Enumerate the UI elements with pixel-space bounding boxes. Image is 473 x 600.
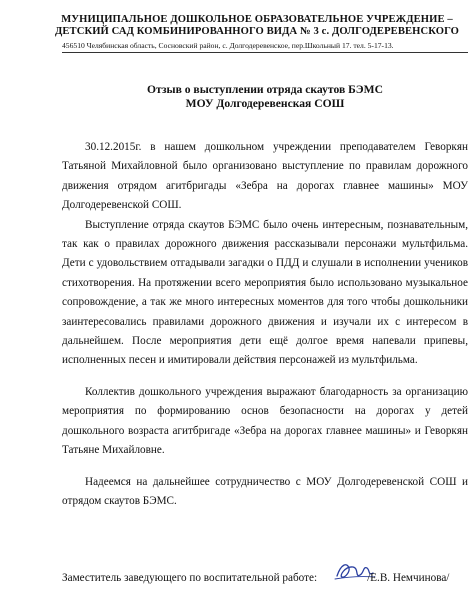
paragraph-gratitude: Коллектив дошкольного учреждения выражают благодарность за организацию мероприятия по формированию основ безопасности на дорогах у детей дошкольного возраста агитбригаде «Зебра на дорогах главнее машины» и Геворкян Татьяне Михайловне. xyxy=(62,385,468,457)
document-title-line-2: МОУ Долгодеревенская СОШ xyxy=(185,97,345,110)
document-body xyxy=(62,138,468,511)
letterhead-line-2: ДЕТСКИЙ САД КОМБИНИРОВАННОГО ВИДА № 3 с. ДОЛГОДЕРЕВЕНСКОГО xyxy=(54,26,460,37)
paragraph-event: 30.12.2015г. в нашем дошкольном учреждении преподавателем Геворкян Татьяной Михайловной было организовано выступление по правилам дорожного движения отрядом агитбригады «Зебра на дорогах главнее машины» МОУ Долгодеревенской СОШ. xyxy=(62,141,468,212)
letterhead-line-1: МУНИЦИПАЛЬНОЕ ДОШКОЛЬНОЕ ОБРАЗОВАТЕЛЬНОЕ УЧРЕЖДЕНИЕ – xyxy=(61,14,453,25)
signatory-position: Заместитель заведующего по воспитательной работе: xyxy=(62,572,318,584)
paragraph-performance: Выступление отряда скаутов БЭМС было очень интересным, познавательным, так как о правилах дорожного движения рассказывали персонажи мультфильма. Дети с удовольствием отгадывали загадки о ПДД и слушали в исполнении учеников стихотворения. На протяжении всего мероприятия было использовано музыкальное сопровождение, а так же много интересных моментов для того чтобы дошкольники заинтересовались правилами дорожного движения и изучали их с интересом в дальнейшем. После мероприятия дети ещё долгое время напевали припевы, исполненных песен и имитировали действия персонажей из мультфильма. xyxy=(62,218,468,367)
signatory-name: /Е.В. Немчинова/ xyxy=(367,572,450,584)
document-title xyxy=(62,83,468,111)
letterhead-divider xyxy=(62,52,468,53)
paragraph-cooperation: Надеемся на дальнейшее сотрудничество с МОУ Долгодеревенской СОШ и отрядом скаутов БЭМС. xyxy=(62,475,468,507)
letterhead-address: 456510 Челябинская область, Сосновский район, с. Долгодеревенское, пер.Школьный 17. тел. 5-17-13. xyxy=(62,41,394,50)
signature-line xyxy=(62,571,468,585)
letterhead xyxy=(52,14,462,38)
document-title-line-1: Отзыв о выступлении отряда скаутов БЭМС xyxy=(147,83,383,96)
